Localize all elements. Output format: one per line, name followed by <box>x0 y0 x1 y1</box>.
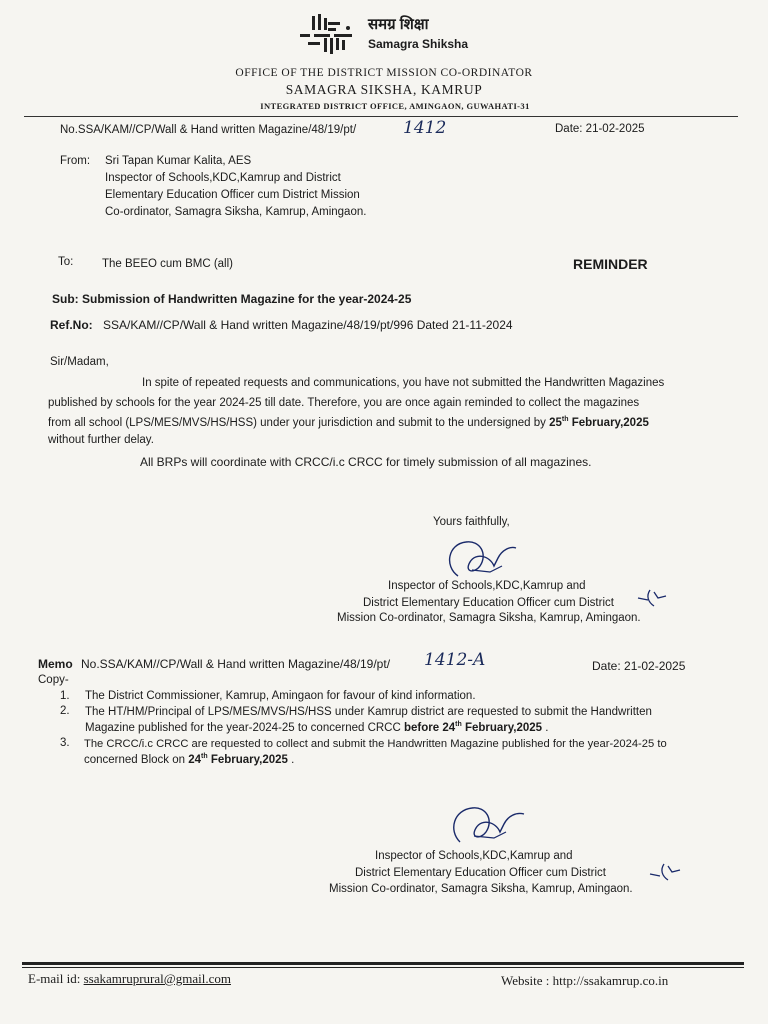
footer-divider <box>22 962 744 965</box>
office-heading: OFFICE OF THE DISTRICT MISSION CO-ORDINATOR <box>235 67 533 79</box>
hindi-title: समग्र शिक्षा <box>368 16 429 33</box>
header-divider <box>24 116 738 117</box>
paragraph-line <box>48 416 649 429</box>
email-label: E-mail id: <box>28 971 81 986</box>
copy-item-text: The CRCC/i.c CRCC are requested to collect and submit the Handwritten Magazine published for the year-2024-25 to <box>84 738 667 750</box>
from-line: Inspector of Schools,KDC,Kamrup and District <box>105 172 341 184</box>
paragraph-line: without further delay. <box>48 434 154 446</box>
footer-website[interactable]: Website : http://ssakamrup.co.in <box>501 973 669 988</box>
english-title: Samagra Shiksha <box>368 37 469 51</box>
from-line: Sri Tapan Kumar Kalita, AES <box>105 155 252 167</box>
memo-ref-no: No.SSA/KAM//CP/Wall & Hand written Magazine/48/19/pt/ <box>81 657 391 671</box>
memo-date: Date: 21-02-2025 <box>592 659 686 673</box>
signatory-line: District Elementary Education Officer cum District <box>355 867 606 879</box>
initials-mark <box>636 586 672 610</box>
signatory-line: Inspector of Schools,KDC,Kamrup and <box>388 580 586 592</box>
footer-email <box>28 971 231 987</box>
initials-mark <box>648 860 684 884</box>
handwritten-memo-number: 1412-A <box>424 650 486 670</box>
copy-item-text: The HT/HM/Principal of LPS/MES/MVS/HS/HSS under Kamrup district are requested to submit the Handwritten <box>85 706 652 718</box>
copy-item-text: concerned Block on 24th February,2025 . <box>84 753 295 766</box>
copy-item-number: 2. <box>60 705 70 717</box>
paragraph-line: In spite of repeated requests and communications, you have not submitted the Handwritten Magazines <box>142 377 665 389</box>
signatory-line: District Elementary Education Officer cum District <box>363 597 614 609</box>
to-value: The BEEO cum BMC (all) <box>102 258 233 270</box>
signature <box>444 800 534 850</box>
signatory-line: Inspector of Schools,KDC,Kamrup and <box>375 850 573 862</box>
signature <box>440 536 530 584</box>
ref-label: Ref.No: <box>50 318 93 332</box>
from-line: Elementary Education Officer cum District Mission <box>105 189 360 201</box>
deadline: 25th February,2025 <box>549 416 649 429</box>
copy-item-number: 1. <box>60 690 70 702</box>
copy-item-text: Magazine published for the year-2024-25 to concerned CRCC before 24th February,2025 . <box>85 721 549 734</box>
org-heading: SAMAGRA SIKSHA, KAMRUP <box>285 82 483 97</box>
office-address: INTEGRATED DISTRICT OFFICE, AMINGAON, GUWAHATI-31 <box>260 101 530 111</box>
subject-line: Sub: Submission of Handwritten Magazine for the year-2024-25 <box>52 292 412 306</box>
paragraph-2: All BRPs will coordinate with CRCC/i.c CRCC for timely submission of all magazines. <box>140 455 592 469</box>
letter-ref-no: No.SSA/KAM//CP/Wall & Hand written Magazine/48/19/pt/ <box>60 124 357 136</box>
ref-value: SSA/KAM//CP/Wall & Hand written Magazine/48/19/pt/996 Dated 21-11-2024 <box>103 318 513 332</box>
copy-item-text: The District Commissioner, Kamrup, Amingaon for favour of kind information. <box>85 690 476 702</box>
email-link[interactable]: ssakamruprural@gmail.com <box>83 971 231 986</box>
copy-label: Copy- <box>38 674 69 686</box>
from-label: From: <box>60 155 91 167</box>
paragraph-line: published by schools for the year 2024-25 till date. Therefore, you are once again reminded to collect the magazines <box>48 397 640 409</box>
closing: Yours faithfully, <box>433 516 510 528</box>
memo-label: Memo <box>38 657 73 671</box>
reminder-label: REMINDER <box>573 256 648 272</box>
footer-divider <box>22 967 744 968</box>
paragraph-line-text: from all school (LPS/MES/MVS/HS/HSS) under your jurisdiction and submit to the undersigned by <box>48 416 546 429</box>
letter-date: Date: 21-02-2025 <box>555 123 645 135</box>
signatory-line: Mission Co-ordinator, Samagra Siksha, Kamrup, Amingaon. <box>329 883 633 895</box>
from-line: Co-ordinator, Samagra Siksha, Kamrup, Amingaon. <box>105 206 367 218</box>
signatory-line: Mission Co-ordinator, Samagra Siksha, Kamrup, Amingaon. <box>337 612 641 624</box>
salutation: Sir/Madam, <box>50 356 109 368</box>
copy-item-number: 3. <box>60 737 70 749</box>
to-label: To: <box>58 256 74 268</box>
samagra-shiksha-logo <box>298 14 362 54</box>
handwritten-ref-number: 1412 <box>403 118 447 138</box>
